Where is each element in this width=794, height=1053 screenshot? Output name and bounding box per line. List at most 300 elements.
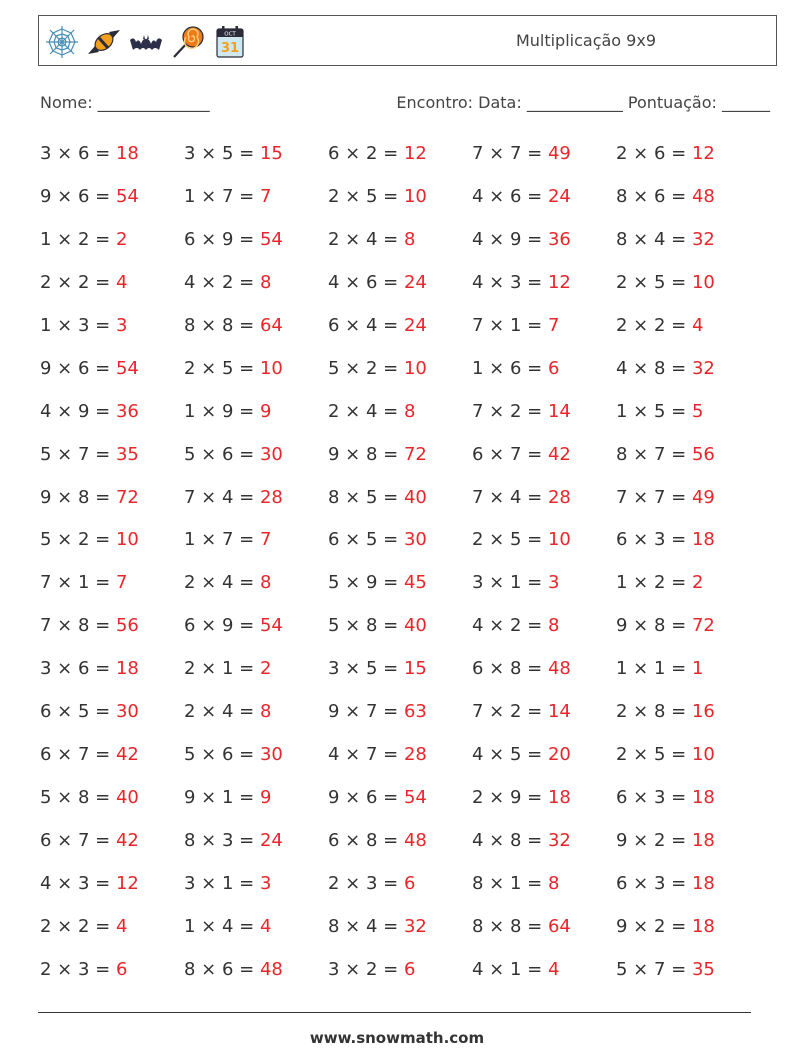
problem-expression: 2 × 2 = [40,271,116,293]
problem-cell [616,949,760,992]
problem-cell [472,434,616,477]
problem-answer: 18 [547,787,571,809]
problem-expression: 4 × 6 = [472,185,548,207]
problem-answer: 9 [259,400,272,422]
problem-expression: 2 × 8 = [616,701,692,723]
problem-cell [616,777,760,820]
problem-cell [616,906,760,949]
problem-cell [472,605,616,648]
problem-cell [616,348,760,391]
problem-cell [616,734,760,777]
problem-answer: 2 [259,658,272,680]
problem-answer: 8 [259,572,272,594]
calendar-icon [212,24,248,60]
problem-cell [184,434,328,477]
problem-answer: 40 [403,615,427,637]
problem-cell [40,949,184,992]
problem-expression: 8 × 7 = [616,443,692,465]
problem-answer: 6 [115,958,128,980]
problem-answer: 24 [259,830,283,851]
problem-cell [40,391,184,434]
problem-cell [472,648,616,691]
problem-answer: 3 [259,872,272,894]
problem-answer: 30 [115,701,139,723]
problem-cell [472,519,616,562]
calendar-month: OCT [224,31,236,38]
problem-answer: 15 [259,143,283,164]
problem-cell [616,519,760,562]
problem-expression: 9 × 8 = [328,443,404,465]
problem-expression: 6 × 9 = [184,615,260,637]
problem-cell [616,434,760,477]
problem-answer: 32 [403,915,427,937]
problem-cell [328,262,472,305]
problem-expression: 1 × 7 = [184,185,260,207]
problem-answer: 10 [691,271,715,293]
problem-expression: 4 × 6 = [328,271,404,293]
problem-expression: 2 × 1 = [184,658,260,680]
problem-expression: 5 × 7 = [40,443,116,465]
problem-answer: 30 [403,529,427,551]
problem-answer: 64 [547,915,571,937]
problem-cell [472,348,616,391]
problem-answer: 54 [259,615,283,637]
problem-expression: 7 × 1 = [472,314,548,336]
problem-expression: 7 × 2 = [472,701,548,723]
problem-answer: 24 [547,185,571,207]
problem-answer: 7 [259,529,272,551]
problem-cell [472,691,616,734]
problem-expression: 1 × 6 = [472,357,548,379]
problem-answer: 32 [547,830,571,851]
problem-answer: 14 [547,400,571,422]
problem-expression: 7 × 1 = [40,572,116,594]
problem-cell [472,863,616,906]
problem-cell [616,648,760,691]
problem-answer: 4 [115,271,128,293]
problem-expression: 2 × 4 = [328,228,404,250]
problem-answer: 18 [115,143,139,164]
problem-answer: 10 [403,185,427,207]
problem-answer: 4 [115,915,128,937]
problem-cell [328,305,472,348]
problem-cell [472,949,616,992]
problem-expression: 4 × 3 = [40,872,116,894]
problem-cell [40,777,184,820]
problem-answer: 4 [691,314,704,336]
problem-expression: 2 × 5 = [616,271,692,293]
problem-cell [472,777,616,820]
problem-answer: 8 [547,872,560,894]
problem-cell [472,391,616,434]
problem-answer: 12 [115,872,139,894]
problem-cell [40,906,184,949]
problem-answer: 2 [115,228,128,250]
problem-expression: 6 × 4 = [328,314,404,336]
problem-cell [184,305,328,348]
name-field-label: Nome: ______________ [40,93,210,112]
problem-answer: 54 [259,228,283,250]
problem-answer: 54 [115,185,139,207]
problem-answer: 12 [691,143,715,164]
problem-cell [328,434,472,477]
problem-expression: 8 × 4 = [616,228,692,250]
problem-cell [472,305,616,348]
problem-cell [184,348,328,391]
problem-cell [40,648,184,691]
problem-expression: 4 × 9 = [40,400,116,422]
problem-answer: 49 [691,486,715,508]
problem-cell [328,734,472,777]
problem-cell [328,691,472,734]
problem-expression: 8 × 4 = [328,915,404,937]
problem-expression: 8 × 3 = [184,830,260,851]
problem-cell [184,820,328,863]
date-score-label: Encontro: Data: ____________ Pontuação: ______ [396,93,770,112]
problem-answer: 3 [115,314,128,336]
problem-answer: 20 [547,744,571,766]
problem-expression: 6 × 7 = [472,443,548,465]
problem-expression: 3 × 1 = [472,572,548,594]
problem-cell [40,262,184,305]
problem-answer: 8 [259,271,272,293]
problem-answer: 10 [115,529,139,551]
problem-expression: 1 × 2 = [40,228,116,250]
problem-cell [184,562,328,605]
problem-expression: 4 × 9 = [472,228,548,250]
problem-answer: 3 [547,572,560,594]
problem-answer: 36 [115,400,139,422]
problem-expression: 3 × 2 = [328,958,404,980]
problem-cell [184,949,328,992]
problem-expression: 2 × 3 = [328,872,404,894]
problem-answer: 28 [403,744,427,766]
problem-expression: 1 × 4 = [184,915,260,937]
footer-divider [38,1012,751,1013]
problem-cell [472,820,616,863]
problem-expression: 1 × 2 = [616,572,692,594]
problem-answer: 35 [115,443,139,465]
problem-expression: 8 × 5 = [328,486,404,508]
problem-expression: 3 × 6 = [40,658,116,680]
problem-expression: 6 × 3 = [616,872,692,894]
problem-cell [616,219,760,262]
worksheet-header [38,15,777,66]
problem-expression: 6 × 9 = [184,228,260,250]
problem-answer: 40 [403,486,427,508]
problem-expression: 6 × 5 = [40,701,116,723]
problem-answer: 2 [691,572,704,594]
problem-cell [328,605,472,648]
problem-cell [472,219,616,262]
problem-expression: 2 × 9 = [472,787,548,809]
problem-answer: 42 [547,443,571,465]
problem-expression: 9 × 8 = [616,615,692,637]
problem-cell [328,477,472,520]
problem-answer: 8 [403,228,416,250]
spider-web-icon [44,24,80,60]
problem-expression: 4 × 5 = [472,744,548,766]
problem-expression: 5 × 6 = [184,744,260,766]
problem-expression: 1 × 7 = [184,529,260,551]
problem-expression: 4 × 3 = [472,271,548,293]
problem-cell [184,777,328,820]
problem-expression: 5 × 6 = [184,443,260,465]
problem-expression: 1 × 9 = [184,400,260,422]
problem-answer: 10 [259,357,283,379]
problem-cell [40,176,184,219]
problem-expression: 7 × 2 = [472,400,548,422]
problem-expression: 8 × 6 = [184,958,260,980]
problem-answer: 18 [691,529,715,551]
problem-expression: 9 × 6 = [328,787,404,809]
problem-expression: 2 × 2 = [40,915,116,937]
problem-answer: 30 [259,443,283,465]
problem-expression: 4 × 7 = [328,744,404,766]
footer-url: www.snowmath.com [309,1029,485,1047]
problem-cell [616,133,760,176]
problem-expression: 9 × 7 = [328,701,404,723]
problem-answer: 48 [259,958,283,980]
problem-cell [472,562,616,605]
candy-icon [86,24,122,60]
problem-expression: 4 × 1 = [472,958,548,980]
problem-answer: 18 [691,787,715,809]
problem-answer: 40 [115,787,139,809]
problem-expression: 6 × 2 = [328,143,404,164]
problem-cell [328,820,472,863]
problem-expression: 7 × 4 = [472,486,548,508]
problem-cell [328,562,472,605]
problem-expression: 5 × 9 = [328,572,404,594]
problem-cell [184,863,328,906]
problem-expression: 9 × 6 = [40,357,116,379]
problem-expression: 6 × 8 = [472,658,548,680]
problem-expression: 9 × 6 = [40,185,116,207]
problem-answer: 48 [403,830,427,851]
problem-cell [40,219,184,262]
problem-cell [616,262,760,305]
problem-answer: 4 [547,958,560,980]
problem-expression: 8 × 1 = [472,872,548,894]
problem-expression: 7 × 7 = [616,486,692,508]
problem-answer: 49 [547,143,571,164]
problem-cell [328,219,472,262]
problem-answer: 12 [547,271,571,293]
problem-answer: 12 [403,143,427,164]
problem-cell [40,477,184,520]
problem-answer: 6 [403,958,416,980]
problem-cell [616,820,760,863]
problem-expression: 1 × 3 = [40,314,116,336]
problem-expression: 2 × 5 = [328,185,404,207]
problem-answer: 24 [403,271,427,293]
problem-expression: 9 × 1 = [184,787,260,809]
problem-cell [328,906,472,949]
problem-expression: 2 × 5 = [472,529,548,551]
problem-expression: 2 × 6 = [616,143,692,164]
problem-cell [184,176,328,219]
problem-cell [472,262,616,305]
problem-expression: 3 × 1 = [184,872,260,894]
problem-cell [616,477,760,520]
worksheet-title: Multiplicação 9x9 [515,31,656,50]
problem-answer: 56 [691,443,715,465]
problem-expression: 2 × 2 = [616,314,692,336]
problem-answer: 6 [403,872,416,894]
problem-answer: 18 [691,915,715,937]
problem-cell [472,906,616,949]
problem-expression: 9 × 2 = [616,830,692,851]
problem-answer: 45 [403,572,427,594]
problem-expression: 2 × 4 = [184,572,260,594]
problem-answer: 8 [403,400,416,422]
problem-expression: 8 × 6 = [616,185,692,207]
problem-answer: 8 [547,615,560,637]
problem-cell [328,519,472,562]
problem-cell [472,133,616,176]
problem-expression: 5 × 2 = [328,357,404,379]
problem-answer: 32 [691,357,715,379]
problem-answer: 14 [547,701,571,723]
problem-answer: 18 [691,830,715,851]
problem-cell [40,133,184,176]
problem-cell [184,477,328,520]
problem-expression: 1 × 5 = [616,400,692,422]
problem-expression: 3 × 5 = [328,658,404,680]
problem-cell [472,176,616,219]
problem-cell [328,176,472,219]
problem-cell [184,691,328,734]
problem-cell [40,562,184,605]
problem-cell [184,519,328,562]
problem-answer: 4 [259,915,272,937]
problem-expression: 7 × 8 = [40,615,116,637]
problem-expression: 5 × 2 = [40,529,116,551]
problem-cell [616,176,760,219]
problem-expression: 2 × 5 = [616,744,692,766]
problem-answer: 30 [259,744,283,766]
problem-answer: 18 [691,872,715,894]
problem-cell [40,605,184,648]
problem-cell [616,391,760,434]
problem-answer: 24 [403,314,427,336]
problem-expression: 1 × 1 = [616,658,692,680]
problem-cell [40,519,184,562]
problem-answer: 9 [259,787,272,809]
problem-expression: 4 × 2 = [472,615,548,637]
problem-expression: 4 × 8 = [472,830,548,851]
problem-cell [328,391,472,434]
problem-cell [184,219,328,262]
problem-cell [184,391,328,434]
problem-answer: 18 [115,658,139,680]
problem-expression: 9 × 8 = [40,486,116,508]
problem-cell [616,691,760,734]
problem-expression: 2 × 4 = [184,701,260,723]
problem-cell [184,734,328,777]
problem-answer: 6 [547,357,560,379]
problem-expression: 2 × 4 = [328,400,404,422]
problem-expression: 6 × 3 = [616,529,692,551]
problem-cell [328,133,472,176]
problem-cell [184,648,328,691]
problem-answer: 56 [115,615,139,637]
problem-answer: 35 [691,958,715,980]
problem-answer: 42 [115,830,139,851]
problem-expression: 7 × 4 = [184,486,260,508]
problem-answer: 15 [403,658,427,680]
problem-answer: 28 [259,486,283,508]
problem-cell [184,133,328,176]
problem-answer: 72 [115,486,139,508]
problem-expression: 4 × 8 = [616,357,692,379]
problem-expression: 9 × 2 = [616,915,692,937]
problem-cell [40,691,184,734]
problem-cell [616,305,760,348]
problem-expression: 6 × 8 = [328,830,404,851]
problem-expression: 8 × 8 = [184,314,260,336]
problem-cell [184,906,328,949]
problem-expression: 5 × 8 = [328,615,404,637]
problem-cell [40,820,184,863]
problem-cell [40,863,184,906]
problem-answer: 7 [115,572,128,594]
problem-cell [184,262,328,305]
problem-answer: 1 [691,658,704,680]
problem-answer: 54 [403,787,427,809]
problem-expression: 7 × 7 = [472,143,548,164]
problem-answer: 7 [259,185,272,207]
problem-answer: 54 [115,357,139,379]
problem-answer: 10 [403,357,427,379]
problem-cell [616,562,760,605]
problem-grid [40,133,760,992]
problem-answer: 10 [691,744,715,766]
problem-cell [328,777,472,820]
problem-cell [328,863,472,906]
problem-expression: 2 × 5 = [184,357,260,379]
bat-icon [128,24,164,60]
problem-expression: 6 × 7 = [40,830,116,851]
problem-answer: 36 [547,228,571,250]
problem-answer: 64 [259,314,283,336]
problem-cell [472,477,616,520]
problem-answer: 48 [547,658,571,680]
problem-answer: 63 [403,701,427,723]
problem-cell [472,734,616,777]
problem-expression: 3 × 6 = [40,143,116,164]
problem-cell [328,648,472,691]
calendar-day: 31 [220,41,240,56]
problem-answer: 72 [403,443,427,465]
problem-expression: 2 × 3 = [40,958,116,980]
problem-cell [328,348,472,391]
problem-cell [40,434,184,477]
problem-answer: 42 [115,744,139,766]
problem-answer: 32 [691,228,715,250]
problem-expression: 4 × 2 = [184,271,260,293]
problem-expression: 8 × 8 = [472,915,548,937]
problem-answer: 28 [547,486,571,508]
problem-cell [616,863,760,906]
problem-cell [328,949,472,992]
header-icons [44,22,248,62]
problem-expression: 5 × 8 = [40,787,116,809]
problem-expression: 6 × 5 = [328,529,404,551]
problem-cell [40,348,184,391]
problem-expression: 6 × 3 = [616,787,692,809]
